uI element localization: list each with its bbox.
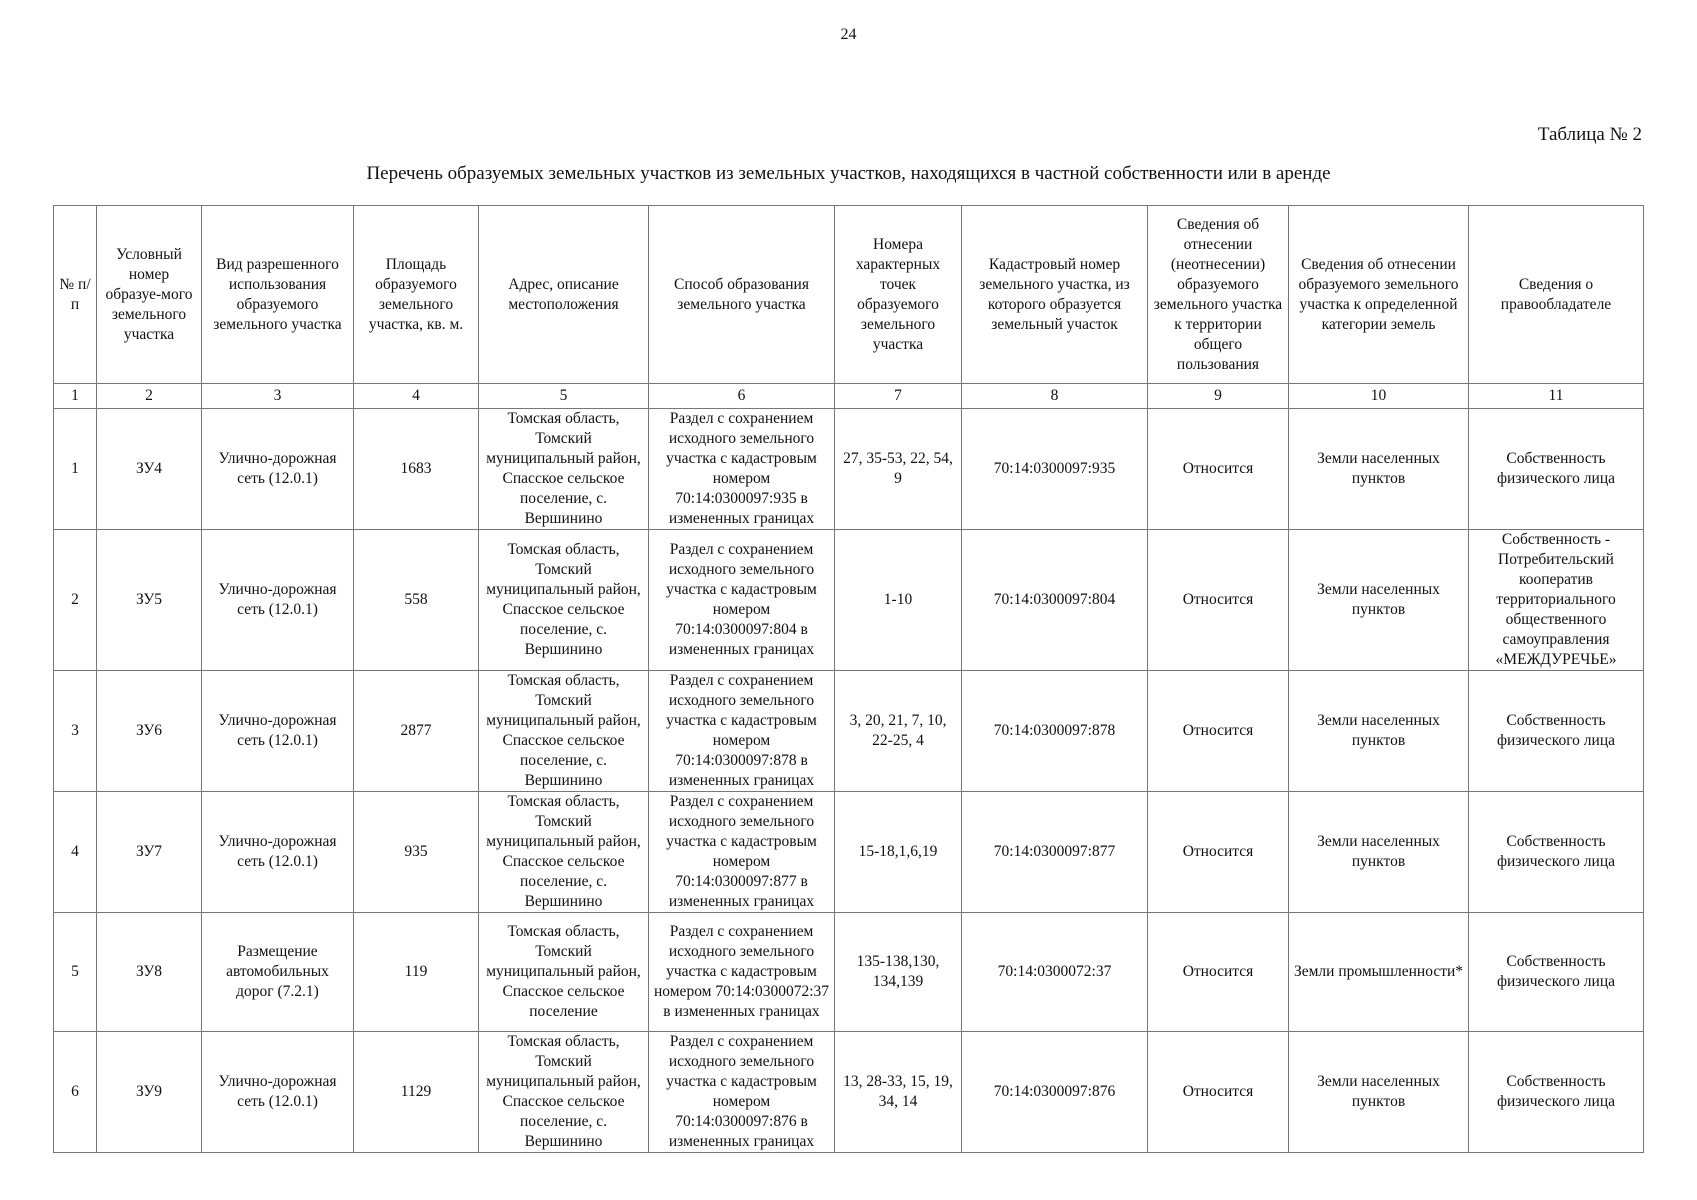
table-cell: Собственность физического лица bbox=[1469, 409, 1644, 530]
header-row bbox=[54, 206, 1644, 384]
table-cell: Земли населенных пунктов bbox=[1289, 671, 1469, 792]
table-cell: Раздел с сохранением исходного земельного участка с кадастровым номером 70:14:0300097:935 в измененных границах bbox=[649, 409, 835, 530]
table-row bbox=[54, 671, 1644, 792]
table-cell: 70:14:0300097:876 bbox=[962, 1032, 1148, 1153]
column-number: 6 bbox=[649, 384, 835, 409]
table-row bbox=[54, 530, 1644, 671]
column-number: 8 bbox=[962, 384, 1148, 409]
page-number: 24 bbox=[840, 26, 857, 43]
table-cell: 5 bbox=[54, 913, 97, 1032]
table-cell: 3 bbox=[54, 671, 97, 792]
table-row bbox=[54, 792, 1644, 913]
column-header: Номера характерных точек образуемого земельного участка bbox=[835, 206, 962, 384]
table-cell: 70:14:0300097:804 bbox=[962, 530, 1148, 671]
table-cell: Относится bbox=[1148, 530, 1289, 671]
table-cell: 3, 20, 21, 7, 10, 22-25, 4 bbox=[835, 671, 962, 792]
table-cell: 27, 35-53, 22, 54, 9 bbox=[835, 409, 962, 530]
table-cell: 4 bbox=[54, 792, 97, 913]
table-cell: 2877 bbox=[354, 671, 479, 792]
table-cell: 70:14:0300097:877 bbox=[962, 792, 1148, 913]
column-header: Способ образования земельного участка bbox=[649, 206, 835, 384]
table-cell: 119 bbox=[354, 913, 479, 1032]
column-header: № п/п bbox=[54, 206, 97, 384]
table-cell: Относится bbox=[1148, 913, 1289, 1032]
table-cell: Относится bbox=[1148, 792, 1289, 913]
table-title: Перечень образуемых земельных участков из земельных участков, находящихся в частной собственности или в аренде bbox=[366, 163, 1331, 184]
column-number: 1 bbox=[54, 384, 97, 409]
table-cell: Улично-дорожная сеть (12.0.1) bbox=[202, 409, 354, 530]
table-cell: 1683 bbox=[354, 409, 479, 530]
column-number: 10 bbox=[1289, 384, 1469, 409]
land-plots-table bbox=[53, 205, 1644, 1153]
table-row bbox=[54, 409, 1644, 530]
table-cell: Раздел с сохранением исходного земельного участка с кадастровым номером 70:14:0300072:37 в измененных границах bbox=[649, 913, 835, 1032]
column-header: Кадастровый номер земельного участка, из которого образуется земельный участок bbox=[962, 206, 1148, 384]
column-header: Площадь образуемого земельного участка, кв. м. bbox=[354, 206, 479, 384]
table-cell: 1-10 bbox=[835, 530, 962, 671]
table-cell: Томская область, Томский муниципальный район, Спасское сельское поселение, с. Вершинино bbox=[479, 792, 649, 913]
table-cell: Раздел с сохранением исходного земельного участка с кадастровым номером 70:14:0300097:877 в измененных границах bbox=[649, 792, 835, 913]
table-cell: 15-18,1,6,19 bbox=[835, 792, 962, 913]
table-cell: Собственность физического лица bbox=[1469, 671, 1644, 792]
table-cell: 70:14:0300097:935 bbox=[962, 409, 1148, 530]
table-cell: Томская область, Томский муниципальный район, Спасское сельское поселение, с. Вершинино bbox=[479, 530, 649, 671]
table-cell: Улично-дорожная сеть (12.0.1) bbox=[202, 1032, 354, 1153]
table-cell: Раздел с сохранением исходного земельного участка с кадастровым номером 70:14:0300097:878 в измененных границах bbox=[649, 671, 835, 792]
table-cell: Относится bbox=[1148, 671, 1289, 792]
table-cell: Относится bbox=[1148, 1032, 1289, 1153]
column-header: Сведения об отнесении (неотнесении) образуемого земельного участка к территории общего пользования bbox=[1148, 206, 1289, 384]
table-cell: 558 bbox=[354, 530, 479, 671]
table-label: Таблица № 2 bbox=[1537, 124, 1642, 145]
column-header: Вид разрешенного использования образуемого земельного участка bbox=[202, 206, 354, 384]
table-cell: 1129 bbox=[354, 1032, 479, 1153]
column-number: 4 bbox=[354, 384, 479, 409]
table-cell: Улично-дорожная сеть (12.0.1) bbox=[202, 671, 354, 792]
table-cell: Земли промышленности* bbox=[1289, 913, 1469, 1032]
table-cell: ЗУ7 bbox=[97, 792, 202, 913]
table-cell: Собственность физического лица bbox=[1469, 913, 1644, 1032]
table-cell: ЗУ6 bbox=[97, 671, 202, 792]
table-cell: 13, 28-33, 15, 19, 34, 14 bbox=[835, 1032, 962, 1153]
table-cell: ЗУ8 bbox=[97, 913, 202, 1032]
table-cell: Земли населенных пунктов bbox=[1289, 1032, 1469, 1153]
table-cell: Томская область, Томский муниципальный район, Спасское сельское поселение, с. Вершинино bbox=[479, 409, 649, 530]
table-cell: ЗУ4 bbox=[97, 409, 202, 530]
table-cell: Собственность физического лица bbox=[1469, 792, 1644, 913]
column-number: 11 bbox=[1469, 384, 1644, 409]
table-cell: Относится bbox=[1148, 409, 1289, 530]
table-cell: Томская область, Томский муниципальный район, Спасское сельское поселение bbox=[479, 913, 649, 1032]
table-row bbox=[54, 913, 1644, 1032]
table-cell: 935 bbox=[354, 792, 479, 913]
column-header: Сведения об отнесении образуемого земельного участка к определенной категории земель bbox=[1289, 206, 1469, 384]
column-number-row bbox=[54, 384, 1644, 409]
column-header: Сведения о правообладателе bbox=[1469, 206, 1644, 384]
table-cell: ЗУ5 bbox=[97, 530, 202, 671]
table-cell: 70:14:0300097:878 bbox=[962, 671, 1148, 792]
table-cell: 6 bbox=[54, 1032, 97, 1153]
column-number: 3 bbox=[202, 384, 354, 409]
table-cell: Собственность - Потребительский кооператив территориального общественного самоуправления «МЕЖДУРЕЧЬЕ» bbox=[1469, 530, 1644, 671]
column-number: 2 bbox=[97, 384, 202, 409]
table-cell: ЗУ9 bbox=[97, 1032, 202, 1153]
table-cell: Томская область, Томский муниципальный район, Спасское сельское поселение, с. Вершинино bbox=[479, 671, 649, 792]
table-cell: Земли населенных пунктов bbox=[1289, 792, 1469, 913]
column-number: 7 bbox=[835, 384, 962, 409]
table-row bbox=[54, 1032, 1644, 1153]
table-cell: Улично-дорожная сеть (12.0.1) bbox=[202, 530, 354, 671]
table-cell: Раздел с сохранением исходного земельного участка с кадастровым номером 70:14:0300097:804 в измененных границах bbox=[649, 530, 835, 671]
table-cell: Собственность физического лица bbox=[1469, 1032, 1644, 1153]
column-number: 5 bbox=[479, 384, 649, 409]
table-cell: Земли населенных пунктов bbox=[1289, 530, 1469, 671]
table-cell: Томская область, Томский муниципальный район, Спасское сельское поселение, с. Вершинино bbox=[479, 1032, 649, 1153]
column-header: Условный номер образуе-мого земельного участка bbox=[97, 206, 202, 384]
table-cell: Раздел с сохранением исходного земельного участка с кадастровым номером 70:14:0300097:876 в измененных границах bbox=[649, 1032, 835, 1153]
table-cell: 2 bbox=[54, 530, 97, 671]
table-cell: 135-138,130, 134,139 bbox=[835, 913, 962, 1032]
table-cell: Земли населенных пунктов bbox=[1289, 409, 1469, 530]
table-cell: Улично-дорожная сеть (12.0.1) bbox=[202, 792, 354, 913]
table-cell: Размещение автомобильных дорог (7.2.1) bbox=[202, 913, 354, 1032]
table-cell: 1 bbox=[54, 409, 97, 530]
table-cell: 70:14:0300072:37 bbox=[962, 913, 1148, 1032]
column-header: Адрес, описание местоположения bbox=[479, 206, 649, 384]
column-number: 9 bbox=[1148, 384, 1289, 409]
